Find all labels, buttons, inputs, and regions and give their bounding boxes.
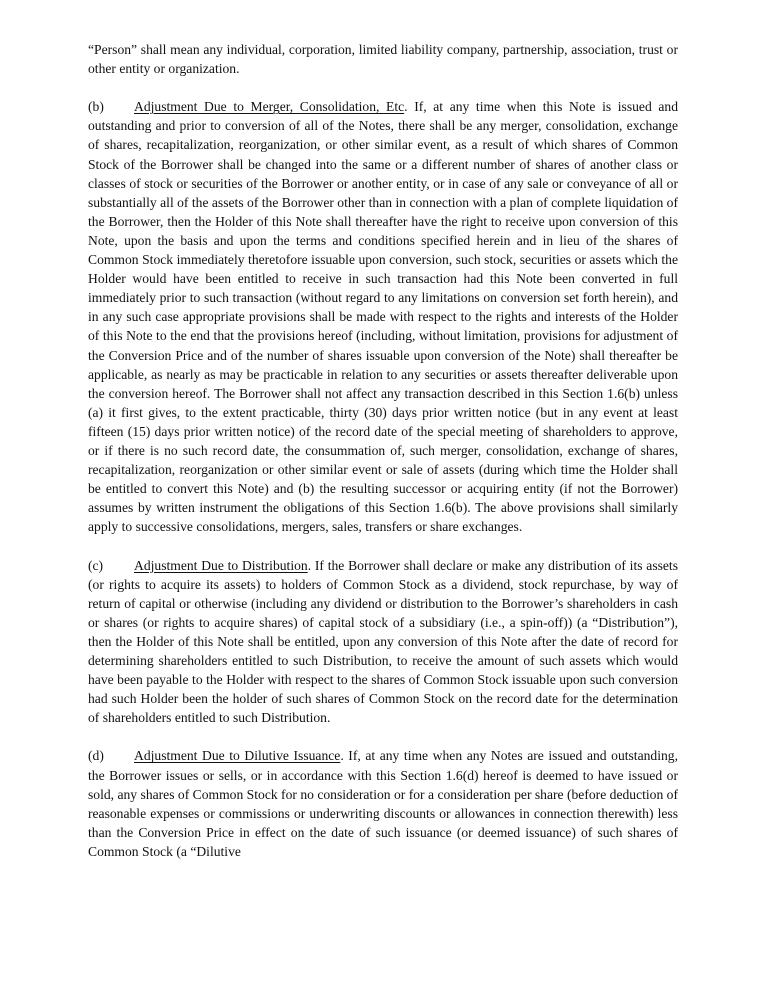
paragraph-d-dilutive-issuance bbox=[88, 746, 678, 861]
paragraph-text: . If the Borrower shall declare or make any distribution of its assets (or rights to acquire its assets) to holders of Common Stock as a dividend, stock repurchase, by way of return of capital or otherwise (including any dividend or distribution to the Borrower’s shareholders in cash or shares (or rights to acquire shares) of capital stock of a subsidiary (i.e., a spin-off)) (a “Distribution”), then the Holder of this Note shall be entitled, upon any conversion of this Note after the date of record for determining shareholders entitled to such Distribution, to receive the amount of such assets which would have been payable to the Holder with respect to the shares of Common Stock issuable upon such conversion had such Holder been the holder of such shares of Common Stock on the record date for the determination of shareholders entitled to such Distribution. bbox=[88, 557, 678, 726]
paragraph-b-merger-adjustment bbox=[88, 97, 678, 536]
section-heading: Adjustment Due to Dilutive Issuance bbox=[134, 748, 341, 764]
paragraph-text: . If, at any time when any Notes are issued and outstanding, the Borrower issues or sells, or in accordance with this Section 1.6(d) hereof is deemed to have issued or sold, any shares of Common Stock for no consideration or for a consideration per share (before deduction of reasonable expenses or commissions or underwriting discounts or allowances in connection therewith) less than the Conversion Price in effect on the date of such issuance (or deemed issuance) of such shares of Common Stock (a “Dilutive bbox=[88, 748, 678, 859]
section-heading: Adjustment Due to Merger, Consolidation, Etc bbox=[134, 99, 405, 115]
section-label: (b) bbox=[88, 99, 104, 115]
paragraph-c-distribution-adjustment bbox=[88, 556, 678, 728]
paragraph-text: . If, at any time when this Note is issued and outstanding and prior to conversion of all of the Notes, there shall be any merger, consolidation, exchange of shares, recapitalization, reorganization, or other similar event, as a result of which shares of Common Stock of the Borrower shall be changed into the same or a different number of shares of another class or classes of stock or securities of the Borrower or another entity, or in case of any sale or conveyance of all or substantially all of the assets of the Borrower other than in connection with a plan of complete liquidation of the Borrower, then the Holder of this Note shall thereafter have the right to receive upon conversion of this Note, upon the basis and upon the terms and conditions specified herein and in lieu of the shares of Common Stock immediately theretofore issuable upon conversion, such stock, securities or assets which the Holder would have been entitled to receive in such transaction had this Note been converted in full immediately prior to such transaction (without regard to any limitations on conversion set forth herein), and in any such case appropriate provisions shall be made with respect to the rights and interests of the Holder of this Note to the end that the provisions hereof (including, without limitation, provisions for adjustment of the Conversion Price and of the number of shares issuable upon conversion of the Note) shall thereafter be applicable, as nearly as may be practicable in relation to any securities or assets thereafter deliverable upon the conversion hereof. The Borrower shall not affect any transaction described in this Section 1.6(b) unless (a) it first gives, to the extent practicable, thirty (30) days prior written notice (but in any event at least fifteen (15) days prior written notice) of the record date of the special meeting of shareholders to approve, or if there is no such record date, the consummation of, such merger, consolidation, exchange of shares, recapitalization, reorganization or other similar event or sale of assets (during which time the Holder shall be entitled to convert this Note) and (b) the resulting successor or acquiring entity (if not the Borrower) assumes by written instrument the obligations of this Section 1.6(b). The above provisions shall similarly apply to successive consolidations, mergers, sales, transfers or share exchanges. bbox=[88, 99, 679, 535]
section-label: (d) bbox=[88, 748, 104, 764]
section-label: (c) bbox=[88, 557, 104, 573]
document-page bbox=[88, 40, 678, 861]
section-heading: Adjustment Due to Distribution bbox=[134, 557, 308, 573]
paragraph-person-definition bbox=[88, 40, 678, 78]
paragraph-text: “Person” shall mean any individual, corporation, limited liability company, partnership, association, trust or other entity or organization. bbox=[88, 42, 678, 77]
